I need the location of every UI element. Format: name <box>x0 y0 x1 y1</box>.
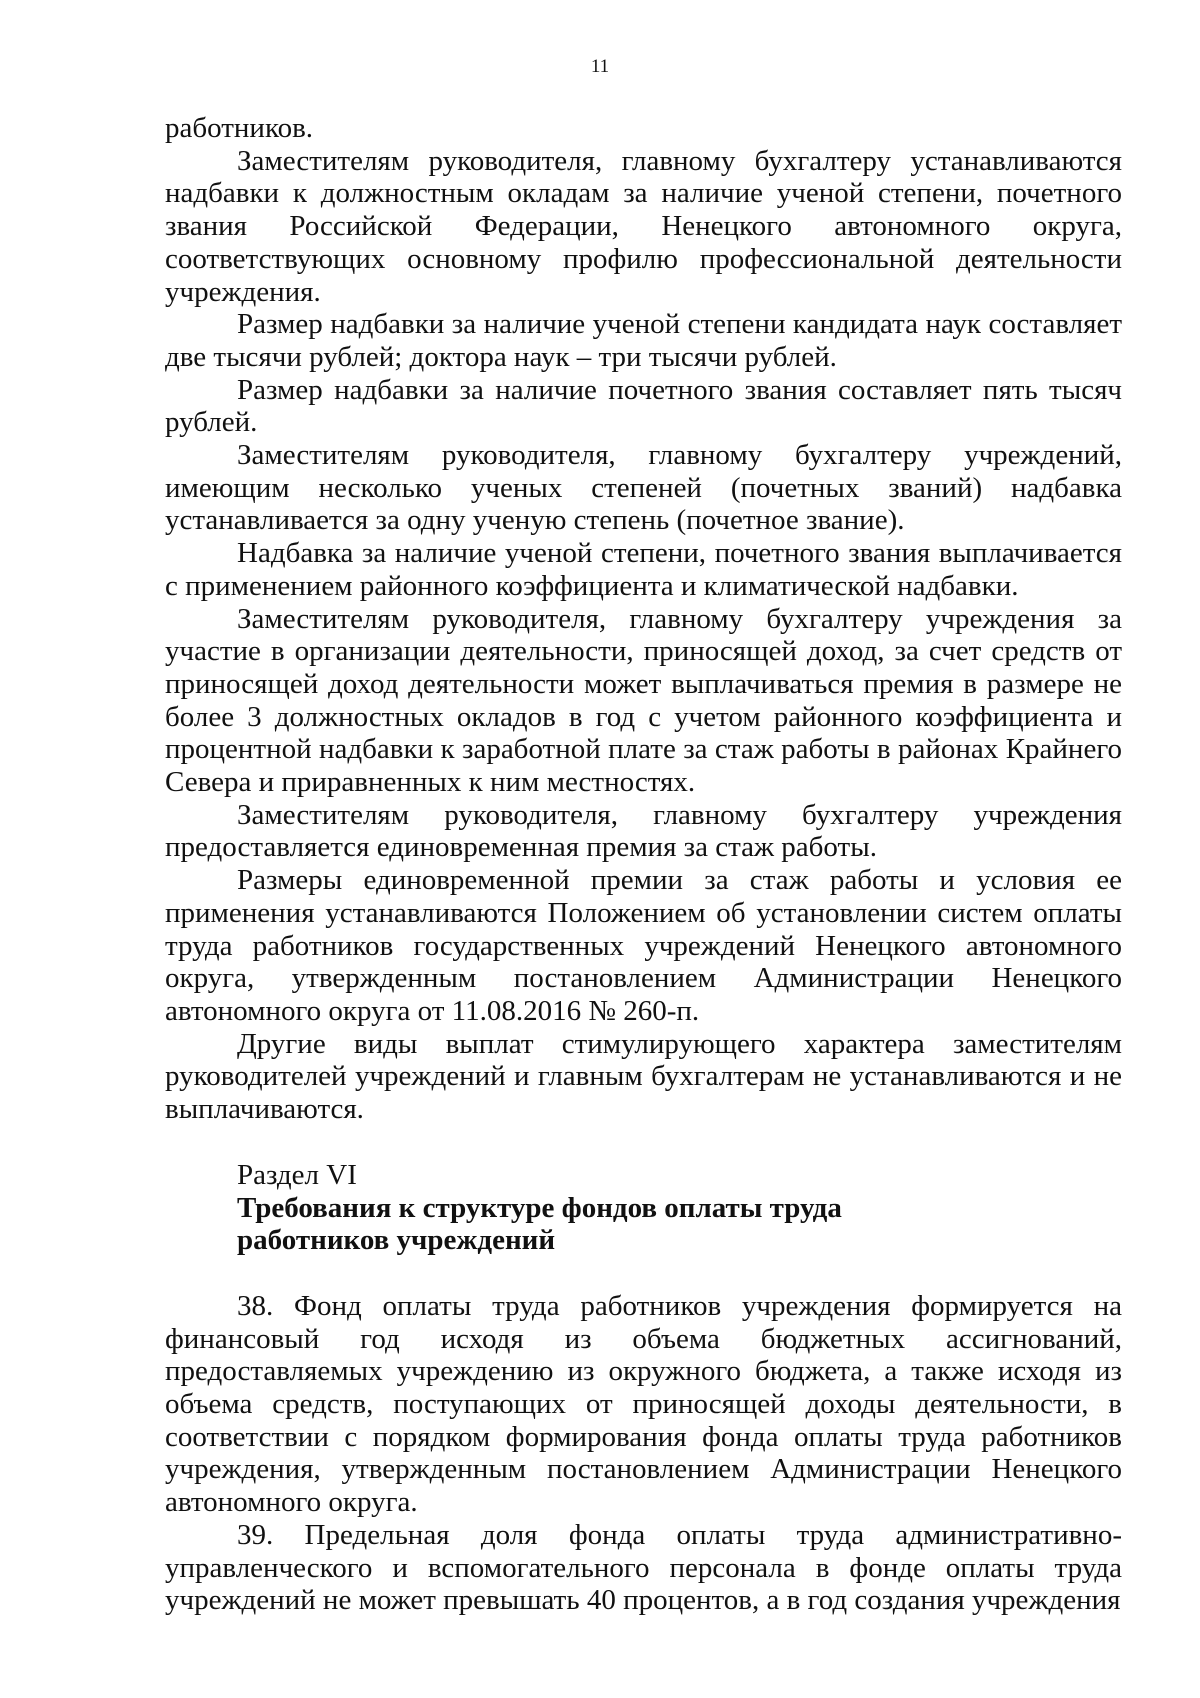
paragraph-item-39: 39. Предельная доля фонда оплаты труда административно-управленческого и вспомогательного персонала в фонде оплаты труда учреждений не может превышать 40 процентов, а в год создания учреждения <box>165 1518 1122 1617</box>
paragraph-title-amount: Размер надбавки за наличие почетного звания составляет пять тысяч рублей. <box>165 373 1122 439</box>
paragraph-bonus-conditions: Размеры единовременной премии за стаж работы и условия ее применения устанавливаются Положением об установлении систем оплаты труда работников государственных учреждений Ненецкого автономного округа, утвержденным постановлением Администрации Ненецкого автономного округа от 11.08.2016 № 260-п. <box>165 864 1122 1027</box>
paragraph-income-bonus: Заместителям руководителя, главному бухгалтеру учреждения за участие в организации деятельности, приносящей доход, за счет средств от приносящей доход деятельности может выплачиваться премия в размере не более 3 должностных окладов в год с учетом районного коэффициента и процентной надбавки к заработной плате за стаж работы в районах Крайнего Севера и приравненных к ним местностях. <box>165 602 1122 799</box>
section-heading-line-1: Требования к структуре фондов оплаты труда <box>237 1191 842 1224</box>
section-spacer <box>165 1126 1122 1159</box>
paragraph-multiple-degrees: Заместителям руководителя, главному бухгалтеру учреждений, имеющим несколько ученых степеней (почетных званий) надбавка устанавливается за одну ученую степень (почетное звание). <box>165 439 1122 537</box>
section-heading-line-2: работников учреждений <box>237 1224 556 1257</box>
document-body <box>165 112 1122 1617</box>
page-number: 11 <box>590 56 610 77</box>
paragraph-coefficient: Надбавка за наличие ученой степени, почетного звания выплачивается с применением районного коэффициента и климатической надбавки. <box>165 537 1122 602</box>
paragraph-degree-amount: Размер надбавки за наличие ученой степени кандидата наук составляет две тысячи рублей; доктора наук – три тысячи рублей. <box>165 308 1122 373</box>
section-spacer <box>165 1257 1122 1290</box>
section-label: Раздел VI <box>237 1158 357 1191</box>
paragraph-other-payments: Другие виды выплат стимулирующего характера заместителям руководителей учреждений и главным бухгалтерам не устанавливаются и не выплачиваются. <box>165 1027 1122 1126</box>
paragraph-item-38: 38. Фонд оплаты труда работников учреждения формируется на финансовый год исходя из объема бюджетных ассигнований, предоставляемых учреждению из окружного бюджета, а также исходя из объема средств, поступающих от приносящей доходы деятельности, в соответствии с порядком формирования фонда оплаты труда работников учреждения, утвержденным постановлением Администрации Ненецкого автономного округа. <box>165 1289 1122 1519</box>
paragraph-one-time-bonus: Заместителям руководителя, главному бухгалтеру учреждения предоставляется единовременная премия за стаж работы. <box>165 798 1122 864</box>
paragraph-continuation: работников. <box>165 112 314 144</box>
paragraph-deputies-allowance: Заместителям руководителя, главному бухгалтеру устанавливаются надбавки к должностным окладам за наличие ученой степени, почетного звания Российской Федерации, Ненецкого автономного округа, соответствующих основному профилю профессиональной деятельности учреждения. <box>165 144 1122 308</box>
